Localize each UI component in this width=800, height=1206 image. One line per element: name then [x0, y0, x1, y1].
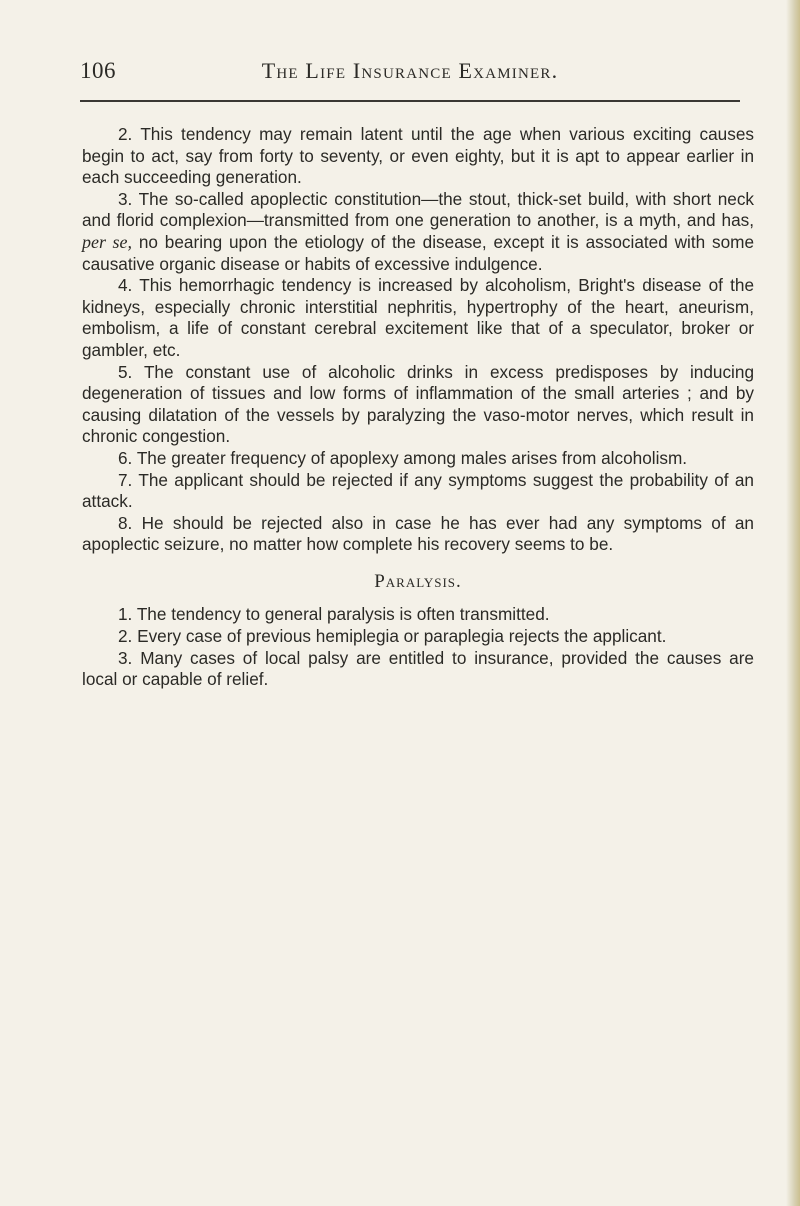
paragraph-number: 3.: [118, 647, 133, 668]
numbered-paragraph: [82, 124, 754, 189]
numbered-paragraph: [82, 648, 754, 691]
paragraph-text: This hemorrhagic tendency is increased by alcoholism, Bright's disease of the kidneys, especially chronic interstitial nephritis, hypertrophy of the heart, aneurism, embolism, a life of constant cerebral excitement like that of a speculator, broker or gambler, etc.: [82, 275, 755, 360]
numbered-paragraph: [82, 362, 754, 448]
paragraph-number: 2.: [118, 124, 133, 144]
numbered-paragraph: [82, 626, 754, 648]
paragraph-number: 3.: [118, 188, 133, 209]
paragraph-number: 2.: [118, 626, 133, 647]
section-heading-paralysis: Paralysis.: [374, 570, 462, 592]
paragraph-text: He should be rejected also in case he has ever had any symptoms of an apoplectic seizure, no matter how complete his recovery seems to be.: [82, 512, 754, 555]
paragraph-text: The greater frequency of apoplexy among males arises from alcoholism.: [136, 447, 688, 468]
paragraph-number: 1.: [118, 604, 133, 625]
numbered-paragraph: [82, 513, 754, 556]
page-edge-shadow: [786, 0, 800, 1206]
paragraph-text: Many cases of local palsy are entitled to insurance, provided the causes are local or capable of relief.: [82, 647, 754, 690]
paragraph-number: 6.: [118, 447, 133, 468]
paragraph-text: The applicant should be rejected if any symptoms suggest the probability of an attack.: [82, 469, 754, 512]
paragraph-text: The so-called apoplectic constitution—the stout, thick-set build, with short neck and florid complexion—transmitted from one generation to another, is a myth, and has,: [82, 188, 755, 231]
paragraph-text: The constant use of alcoholic drinks in excess predisposes by inducing degeneration of tissues and low forms of inflammation of the small arteries ; and by causing dilatation of the vessels by paralyzing the vaso-motor nerves, which result in chronic congestion.: [82, 361, 754, 447]
running-title: The Life Insurance Examiner.: [261, 58, 559, 83]
paragraph-text: This tendency may remain latent until the age when various exciting causes begin to act, say from forty to seventy, or even eighty, but it is apt to appear earlier in each succeeding generation.: [82, 124, 754, 188]
page-number: 106: [80, 58, 116, 83]
page-header: [80, 58, 740, 92]
numbered-paragraph: [82, 470, 754, 513]
paragraph-number: 7.: [118, 469, 133, 490]
paragraph-number: 4.: [118, 275, 133, 296]
numbered-paragraph: [82, 448, 754, 470]
paragraph-number: 5.: [118, 361, 133, 382]
paragraph-text-continued: no bearing upon the etiology of the disease, except it is associated with some causative organic disease or habits of excessive indulgence.: [82, 231, 754, 274]
page-body: [82, 124, 754, 691]
header-rule: [80, 100, 740, 102]
numbered-paragraph: [82, 604, 754, 626]
numbered-paragraph: [82, 189, 754, 275]
numbered-paragraph: [82, 275, 754, 361]
italic-phrase: per se,: [82, 231, 133, 252]
paragraph-text: The tendency to general paralysis is often transmitted.: [136, 604, 550, 625]
paragraph-text: Every case of previous hemiplegia or paraplegia rejects the applicant.: [137, 626, 667, 647]
paragraph-number: 8.: [118, 512, 133, 533]
